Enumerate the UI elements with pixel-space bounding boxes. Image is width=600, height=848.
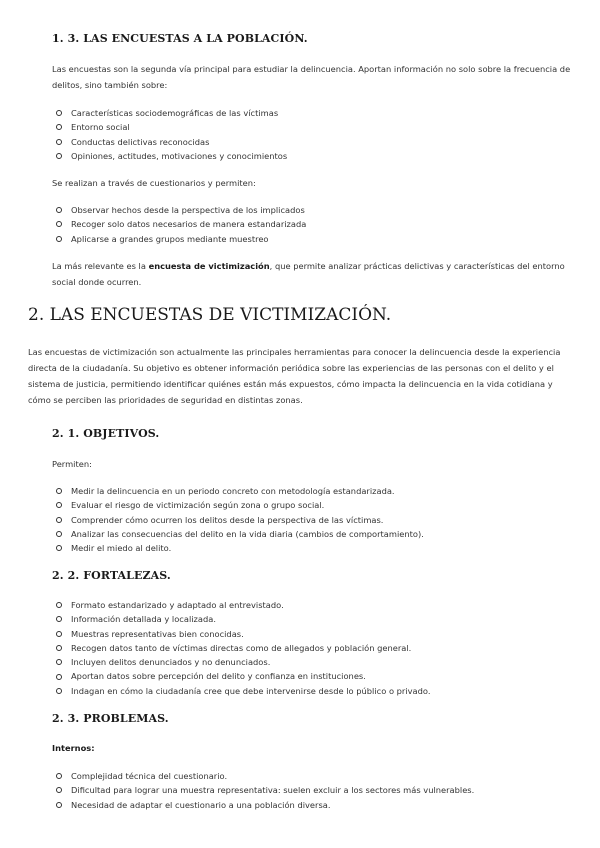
bullet-icon <box>56 688 62 694</box>
list-item <box>52 149 287 163</box>
intro-line-2: delitos, sino también sobre: <box>52 80 168 90</box>
objectives-intro: Permiten: <box>52 459 92 469</box>
bullet-icon <box>56 207 62 213</box>
list-item-text: Recogen datos tanto de víctimas directas como de allegados y población general. <box>71 642 412 653</box>
list-item <box>52 232 306 246</box>
list-item <box>52 217 306 231</box>
list-item-text: Complejidad técnica del cuestionario. <box>71 771 228 781</box>
bullet-icon <box>56 236 62 242</box>
paragraph-line: sistema de justicia, permitiendo identificar quiénes están más expuestos, cómo impacta la delincuencia en la vida cotidiana y <box>28 379 553 389</box>
relevant-bold: encuesta de victimización <box>148 261 270 271</box>
list-item-text: Información detallada y localizada. <box>71 614 216 625</box>
relevant-pre: La más relevante es la <box>52 261 149 271</box>
list-item <box>52 627 430 641</box>
internal-problems-label: Internos: <box>52 743 95 753</box>
list-item <box>52 106 287 120</box>
bullet-icon <box>56 645 62 651</box>
list-item-text: Muestras representativas bien conocidas. <box>71 628 244 639</box>
bullet-icon <box>56 153 62 159</box>
list-item-text: Analizar las consecuencias del delito en la vida diaria (cambios de comportamiento). <box>71 528 424 539</box>
bullet-icon <box>56 787 62 793</box>
list-item <box>52 684 430 698</box>
characteristics-list <box>52 106 287 163</box>
list-item-text: Necesidad de adaptar el cuestionario a una población diversa. <box>71 799 331 810</box>
list-item-text: Incluyen delitos denunciados y no denunciados. <box>71 657 271 668</box>
bullet-icon <box>56 545 62 551</box>
list-item-text: Medir la delincuencia en un periodo concreto con metodología estandarizada. <box>71 486 395 496</box>
section-2-2-heading: 2. 2. FORTALEZAS. <box>52 569 171 582</box>
list-item <box>52 612 430 626</box>
list-item <box>52 498 424 512</box>
bullet-icon <box>56 488 62 494</box>
section-2-3-heading: 2. 3. PROBLEMAS. <box>52 712 169 725</box>
relevant-line-1 <box>52 258 582 274</box>
bullet-icon <box>56 221 62 227</box>
bullet-icon <box>56 531 62 537</box>
list-item <box>52 541 424 555</box>
list-item <box>52 120 287 134</box>
list-item-text: Observar hechos desde la perspectiva de los implicados <box>71 205 305 215</box>
bullet-icon <box>56 139 62 145</box>
list-item <box>52 669 430 683</box>
relevant-line-2: social donde ocurren. <box>52 277 142 287</box>
paragraph-line: Las encuestas de victimización son actualmente las principales herramientas para conocer la delincuencia desde la experiencia <box>28 347 561 357</box>
bullet-icon <box>56 502 62 508</box>
list-item-text: Recoger solo datos necesarios de manera estandarizada <box>71 219 307 230</box>
relevant-paragraph <box>52 258 582 290</box>
list-item-text: Conductas delictivas reconocidas <box>71 136 210 147</box>
list-item-text: Formato estandarizado y adaptado al entrevistado. <box>71 600 284 610</box>
list-item-text: Indagan en cómo la ciudadanía cree que debe intervenirse desde lo público o privado. <box>71 685 431 696</box>
bullet-icon <box>56 773 62 779</box>
list-item-text: Aportan datos sobre percepción del delito y confianza en instituciones. <box>71 671 366 682</box>
bullet-icon <box>56 674 62 680</box>
questionnaire-intro: Se realizan a través de cuestionarios y permiten: <box>52 178 256 188</box>
objectives-list <box>52 484 424 555</box>
list-item-text: Medir el miedo al delito. <box>71 543 172 554</box>
list-item-text: Aplicarse a grandes grupos mediante muestreo <box>71 233 269 244</box>
section-1-3-heading: 1. 3. LAS ENCUESTAS A LA POBLACIÓN. <box>52 32 308 45</box>
list-item-text: Entorno social <box>71 122 130 133</box>
list-item <box>52 484 424 498</box>
list-item-text: Evaluar el riesgo de victimización según zona o grupo social. <box>71 500 325 511</box>
list-item <box>52 527 424 541</box>
paragraph-line: cómo se perciben las prioridades de seguridad en distintas zonas. <box>28 395 303 405</box>
bullet-icon <box>56 110 62 116</box>
bullet-icon <box>56 802 62 808</box>
list-item-text: Comprender cómo ocurren los delitos desde la perspectiva de las víctimas. <box>71 514 384 525</box>
bullet-icon <box>56 616 62 622</box>
problems-list <box>52 769 474 812</box>
bullet-icon <box>56 602 62 608</box>
strengths-list <box>52 598 430 698</box>
section-2-heading: 2. LAS ENCUESTAS DE VICTIMIZACIÓN. <box>28 305 392 325</box>
list-item <box>52 641 430 655</box>
paragraph-line: directa de la ciudadanía. Su objetivo es obtener información periódica sobre las experiencias de las personas con el delito y el <box>28 363 554 373</box>
bullet-icon <box>56 517 62 523</box>
list-item <box>52 513 424 527</box>
list-item <box>52 798 474 812</box>
list-item-text: Características sociodemográficas de las víctimas <box>71 108 279 118</box>
relevant-post: , que permite analizar prácticas delictivas y características del entorno <box>269 261 565 271</box>
list-item-text: Opiniones, actitudes, motivaciones y conocimientos <box>71 150 288 161</box>
list-item <box>52 655 430 669</box>
section-2-1-heading: 2. 1. OBJETIVOS. <box>52 427 160 440</box>
bullet-icon <box>56 124 62 130</box>
questionnaire-list <box>52 203 306 246</box>
section-1-3-intro <box>52 61 582 93</box>
section-2-paragraph <box>28 344 588 408</box>
list-item-text: Dificultad para lograr una muestra representativa: suelen excluir a los sectores más vulnerables. <box>71 785 475 796</box>
intro-line-1: Las encuestas son la segunda vía principal para estudiar la delincuencia. Aportan información no solo sobre la frecuencia de <box>52 64 571 74</box>
list-item <box>52 598 430 612</box>
bullet-icon <box>56 659 62 665</box>
bullet-icon <box>56 631 62 637</box>
list-item <box>52 135 287 149</box>
list-item <box>52 769 474 783</box>
list-item <box>52 203 306 217</box>
list-item <box>52 783 474 797</box>
